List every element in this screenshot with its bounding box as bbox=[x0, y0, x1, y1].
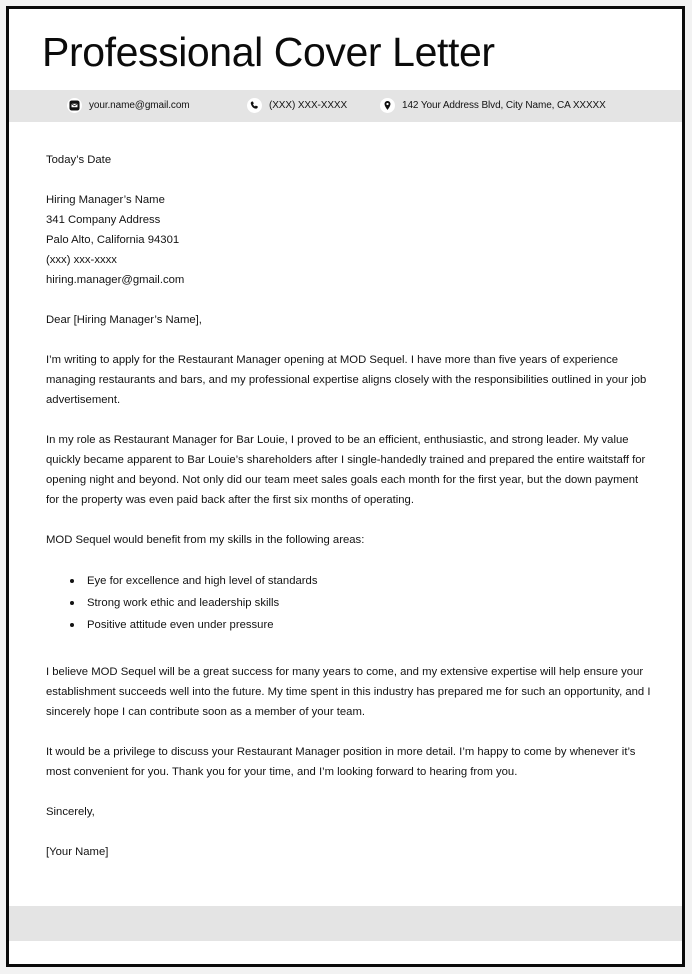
spacer bbox=[46, 822, 652, 842]
contact-address-text: 142 Your Address Blvd, City Name, CA XXXXX bbox=[402, 100, 606, 112]
envelope-icon bbox=[67, 98, 82, 113]
spacer bbox=[46, 782, 652, 802]
recipient-phone: (xxx) xxx-xxxx bbox=[46, 253, 117, 266]
spacer bbox=[46, 290, 652, 310]
page-title: Professional Cover Letter bbox=[42, 29, 495, 75]
location-pin-icon bbox=[380, 98, 395, 113]
list-item bbox=[46, 592, 652, 614]
skill-item-label: Positive attitude even under pressure bbox=[87, 618, 274, 631]
list-item bbox=[46, 614, 652, 636]
contact-item-email bbox=[67, 98, 247, 113]
spacer bbox=[46, 170, 652, 190]
contact-item-address bbox=[380, 98, 606, 113]
contact-bar bbox=[9, 90, 682, 122]
salutation: Dear [Hiring Manager’s Name], bbox=[46, 313, 202, 326]
contact-email-text: your.name@gmail.com bbox=[89, 100, 190, 112]
letter-date: Today’s Date bbox=[46, 153, 112, 166]
phone-icon bbox=[247, 98, 262, 113]
body-paragraph-1: I’m writing to apply for the Restaurant Manager opening at MOD Sequel. I have more than five years of experience managing restaurants and bars, and my professional expertise aligns closely with the responsibilities outlined in your job advertisement. bbox=[46, 353, 647, 406]
skills-intro: MOD Sequel would benefit from my skills in the following areas: bbox=[46, 533, 365, 546]
list-item bbox=[46, 570, 652, 592]
skill-item-label: Eye for excellence and high level of standards bbox=[87, 574, 318, 587]
spacer bbox=[46, 550, 652, 570]
spacer bbox=[46, 722, 652, 742]
skill-item-label: Strong work ethic and leadership skills bbox=[87, 596, 280, 609]
letter-header bbox=[9, 9, 682, 74]
recipient-email: hiring.manager@gmail.com bbox=[46, 273, 185, 286]
spacer bbox=[46, 510, 652, 530]
letter-body bbox=[9, 150, 682, 862]
spacer bbox=[46, 636, 652, 662]
recipient-name: Hiring Manager’s Name bbox=[46, 193, 165, 206]
skills-list bbox=[46, 570, 652, 636]
spacer bbox=[46, 330, 652, 350]
document-page-frame bbox=[6, 6, 685, 967]
contact-item-phone bbox=[247, 98, 380, 113]
closing-salutation: Sincerely, bbox=[46, 805, 95, 818]
body-paragraph-4: It would be a privilege to discuss your Restaurant Manager position in more detail. I’m happy to come by whenever it’s most convenient for you. Thank you for your time, and I’m looking forward to hearing from you. bbox=[46, 745, 636, 778]
spacer bbox=[46, 410, 652, 430]
document-page bbox=[9, 9, 682, 964]
recipient-street: 341 Company Address bbox=[46, 213, 161, 226]
body-paragraph-2: In my role as Restaurant Manager for Bar Louie, I proved to be an efficient, enthusiastic, and strong leader. My value quickly became apparent to Bar Louie’s shareholders after I single-handedly trained and prepared the entire waitstaff for opening night and beyond. Not only did our team meet sales goals each month for the first year, but the down payment for the property was even paid back after the first six months of operating. bbox=[46, 433, 646, 506]
signature-name: [Your Name] bbox=[46, 845, 109, 858]
contact-phone-text: (XXX) XXX-XXXX bbox=[269, 100, 348, 112]
body-paragraph-3: I believe MOD Sequel will be a great success for many years to come, and my extensive expertise will help ensure your establishment succeeds well into the future. My time spent in this industry has prepared me for such an opportunity, and I sincerely hope I can contribute soon as a member of your team. bbox=[46, 665, 651, 718]
footer-accent-band bbox=[9, 906, 682, 941]
recipient-city-state-zip: Palo Alto, California 94301 bbox=[46, 233, 180, 246]
recipient-address-block bbox=[46, 190, 652, 290]
